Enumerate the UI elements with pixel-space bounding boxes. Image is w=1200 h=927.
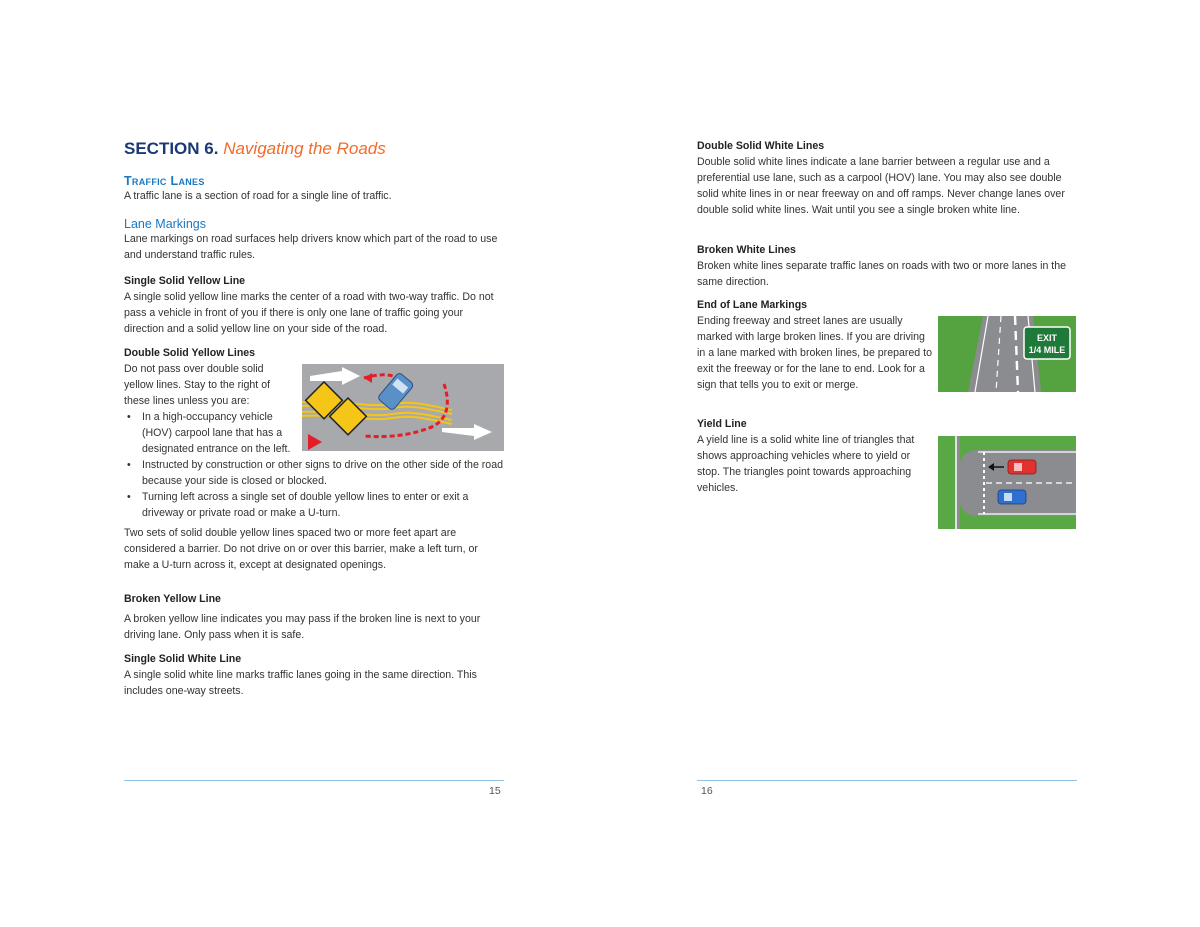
- double-solid-white-text: Double solid white lines indicate a lane barrier between a regular use and a preferential use lane, such as a carpool (HOV) lane. You may also see double solid white lines in or near freeway on and off ramps. Never change lanes over double solid white lines. Wait until you see a single broken white line.: [697, 156, 1065, 216]
- single-solid-yellow-text: A single solid yellow line marks the center of a road with two-way traffic. Do not pass a vehicle in front of you if there is only one lane of traffic going your direction and a solid yellow line on your side of the road.: [124, 291, 494, 335]
- traffic-lanes-block: [124, 174, 504, 204]
- double-solid-yellow-heading: Double Solid Yellow Lines: [124, 347, 256, 359]
- double-solid-yellow-text: Do not pass over double solid yellow lines. Stay to the right of these lines unless you are:: [124, 363, 271, 407]
- exit-sign-line1: EXIT: [1036, 333, 1058, 343]
- section-title: Navigating the Roads: [223, 139, 386, 158]
- lane-markings-block: [124, 217, 504, 263]
- single-solid-white-text: A single solid white line marks traffic lanes going in the same direction. This includes one-way streets.: [124, 669, 477, 697]
- single-solid-yellow-block: [124, 273, 504, 337]
- broken-white-text: Broken white lines separate traffic lanes on roads with two or more lanes in the same direction.: [697, 260, 1067, 288]
- exit-sign-line2: 1/4 MILE: [1028, 345, 1066, 355]
- yield-line-illustration: [938, 436, 1076, 529]
- broken-yellow-heading: Broken Yellow Line: [124, 593, 221, 605]
- single-solid-white-heading: Single Solid White Line: [124, 653, 242, 665]
- double-solid-white-block: [697, 138, 1077, 218]
- list-item: • Turning left across a single set of double yellow lines to enter or exit a driveway or private road or make a U-turn.: [124, 489, 504, 521]
- right-page: [697, 0, 1077, 927]
- yield-line-heading: Yield Line: [697, 418, 747, 430]
- end-of-lane-heading: End of Lane Markings: [697, 299, 808, 311]
- left-page: [124, 0, 504, 927]
- section-label: SECTION 6.: [124, 139, 219, 158]
- lane-markings-heading: Lane Markings: [124, 217, 206, 231]
- broken-white-heading: Broken White Lines: [697, 244, 796, 256]
- page-number: 16: [701, 785, 713, 797]
- traffic-lanes-heading: Traffic Lanes: [124, 174, 205, 188]
- section-heading: [124, 139, 386, 159]
- end-of-lane-text: Ending freeway and street lanes are usually marked with large broken lines. If you are driving in a lane marked with broken lines, be prepared to exit the freeway or for the lane to end. Look for a sign that tells you to exit or merge.: [697, 315, 932, 391]
- page-number: 15: [489, 785, 501, 797]
- list-item: • In a high-occupancy vehicle (HOV) carpool lane that has a designated entrance on the left.: [124, 409, 294, 457]
- single-solid-white-block: [124, 651, 504, 699]
- broken-yellow-block: [124, 591, 504, 643]
- traffic-lanes-text: A traffic lane is a section of road for a single line of traffic.: [124, 190, 392, 202]
- freeway-lane-end-illustration: [938, 316, 1076, 392]
- single-solid-yellow-heading: Single Solid Yellow Line: [124, 275, 246, 287]
- yield-line-text: A yield line is a solid white line of triangles that shows approaching vehicles where to yield or stop. The triangles point towards approaching vehicles.: [697, 434, 915, 494]
- double-solid-white-heading: Double Solid White Lines: [697, 140, 825, 152]
- footer-divider: [124, 780, 504, 781]
- double-yellow-illustration: [302, 364, 504, 451]
- double-solid-yellow-text2: Two sets of solid double yellow lines spaced two or more feet apart are considered a barrier. Do not drive on or over this barrier, make a left turn, or make a U-turn across it, except at designated openings.: [124, 527, 478, 571]
- lane-markings-text: Lane markings on road surfaces help drivers know which part of the road to use and understand traffic rules.: [124, 233, 498, 261]
- broken-yellow-text: A broken yellow line indicates you may pass if the broken line is next to your driving lane. Only pass when it is safe.: [124, 613, 481, 641]
- list-item: • Instructed by construction or other signs to drive on the other side of the road because your side is closed or blocked.: [124, 457, 504, 489]
- broken-white-block: [697, 242, 1077, 290]
- footer-divider: [697, 780, 1077, 781]
